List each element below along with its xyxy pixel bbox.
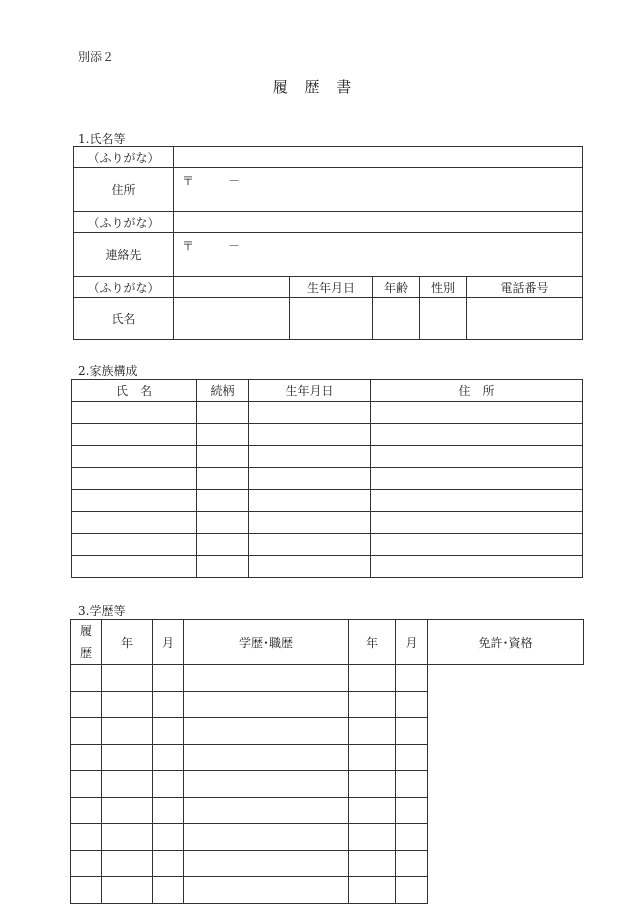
career-history-cell[interactable]	[153, 665, 184, 692]
license-month-cell[interactable]	[349, 797, 396, 824]
phone-header: 電話番号	[467, 277, 583, 298]
license-col-qualification: 免許･資格	[428, 620, 584, 665]
family-row	[72, 468, 583, 490]
career-year-cell[interactable]	[71, 691, 102, 718]
family-dob-cell[interactable]	[249, 556, 371, 578]
family-name-cell[interactable]	[72, 556, 197, 578]
family-relation-cell[interactable]	[197, 512, 249, 534]
family-name-cell[interactable]	[72, 402, 197, 424]
career-history-cell[interactable]	[153, 718, 184, 745]
family-relation-cell[interactable]	[197, 468, 249, 490]
family-dob-cell[interactable]	[249, 512, 371, 534]
career-row	[71, 877, 584, 904]
career-history-cell[interactable]	[153, 691, 184, 718]
license-qualification-cell[interactable]	[396, 691, 428, 718]
family-dob-cell[interactable]	[249, 402, 371, 424]
family-row	[72, 446, 583, 468]
license-month-cell[interactable]	[349, 744, 396, 771]
family-col-name: 氏 名	[72, 380, 197, 402]
career-history-cell[interactable]	[153, 850, 184, 877]
license-year-cell[interactable]	[184, 824, 349, 851]
phone-cell[interactable]	[467, 298, 583, 340]
career-history-cell[interactable]	[153, 877, 184, 904]
family-dob-cell[interactable]	[249, 490, 371, 512]
document-title: 履 歴 書	[272, 78, 358, 96]
career-year-cell[interactable]	[71, 744, 102, 771]
postal-dash: －	[228, 174, 241, 188]
career-row	[71, 771, 584, 798]
postal-mark: 〒	[182, 239, 195, 253]
career-history-cell[interactable]	[153, 797, 184, 824]
annex-label: 別添２	[78, 50, 115, 64]
family-row	[72, 490, 583, 512]
furigana-label: （ふりがな）	[74, 212, 174, 233]
license-year-cell[interactable]	[184, 665, 349, 692]
license-month-cell[interactable]	[349, 877, 396, 904]
career-row	[71, 797, 584, 824]
family-relation-cell[interactable]	[197, 490, 249, 512]
career-month-cell[interactable]	[102, 718, 153, 745]
family-dob-cell[interactable]	[249, 446, 371, 468]
address-label: 住所	[74, 168, 174, 212]
career-month-cell[interactable]	[102, 691, 153, 718]
license-month-cell[interactable]	[349, 691, 396, 718]
section2-heading: 2.家族構成	[78, 364, 138, 378]
family-dob-cell[interactable]	[249, 468, 371, 490]
license-qualification-cell[interactable]	[396, 797, 428, 824]
sex-cell[interactable]	[420, 298, 467, 340]
career-year-cell[interactable]	[71, 797, 102, 824]
family-name-cell[interactable]	[72, 490, 197, 512]
family-row	[72, 512, 583, 534]
family-name-cell[interactable]	[72, 446, 197, 468]
license-month-cell[interactable]	[349, 718, 396, 745]
license-qualification-cell[interactable]	[396, 744, 428, 771]
address-furigana-cell[interactable]	[174, 147, 583, 168]
contact-label: 連絡先	[74, 233, 174, 277]
age-header: 年齢	[373, 277, 420, 298]
license-month-cell[interactable]	[349, 824, 396, 851]
dob-cell[interactable]	[290, 298, 373, 340]
career-month-cell[interactable]	[102, 665, 153, 692]
career-month-cell[interactable]	[102, 824, 153, 851]
career-month-cell[interactable]	[102, 797, 153, 824]
family-relation-cell[interactable]	[197, 402, 249, 424]
career-year-cell[interactable]	[71, 718, 102, 745]
career-history-cell[interactable]	[153, 744, 184, 771]
family-col-relation: 続柄	[197, 380, 249, 402]
license-month-cell[interactable]	[349, 850, 396, 877]
family-address-cell[interactable]	[371, 402, 583, 424]
license-col-year: 年	[349, 620, 396, 665]
family-address-cell[interactable]	[371, 446, 583, 468]
family-table	[71, 379, 583, 578]
career-row	[71, 691, 584, 718]
family-col-address: 住 所	[371, 380, 583, 402]
career-table	[70, 619, 584, 904]
license-year-cell[interactable]	[184, 744, 349, 771]
license-qualification-cell[interactable]	[396, 771, 428, 798]
furigana-label: （ふりがな）	[74, 147, 174, 168]
family-name-cell[interactable]	[72, 468, 197, 490]
name-cell[interactable]	[174, 298, 290, 340]
career-row	[71, 665, 584, 692]
furigana-label: （ふりがな）	[74, 277, 174, 298]
career-row	[71, 824, 584, 851]
sex-header: 性別	[420, 277, 467, 298]
career-row	[71, 718, 584, 745]
contact-furigana-cell[interactable]	[174, 212, 583, 233]
license-year-cell[interactable]	[184, 850, 349, 877]
family-name-cell[interactable]	[72, 512, 197, 534]
career-row	[71, 850, 584, 877]
license-year-cell[interactable]	[184, 771, 349, 798]
family-address-cell[interactable]	[371, 490, 583, 512]
section1-heading: 1.氏名等	[78, 132, 126, 146]
family-relation-cell[interactable]	[197, 556, 249, 578]
license-year-cell[interactable]	[184, 718, 349, 745]
family-row	[72, 402, 583, 424]
family-row	[72, 424, 583, 446]
career-col-history: 学歴･職歴	[184, 620, 349, 665]
career-month-cell[interactable]	[102, 744, 153, 771]
family-relation-cell[interactable]	[197, 446, 249, 468]
family-dob-cell[interactable]	[249, 534, 371, 556]
license-qualification-cell[interactable]	[396, 850, 428, 877]
postal-dash: －	[228, 239, 241, 253]
career-year-cell[interactable]	[71, 665, 102, 692]
career-history-cell[interactable]	[153, 771, 184, 798]
address-cell[interactable]	[174, 168, 583, 212]
family-name-cell[interactable]	[72, 534, 197, 556]
family-address-cell[interactable]	[371, 512, 583, 534]
contact-cell[interactable]	[174, 233, 583, 277]
family-dob-cell[interactable]	[249, 424, 371, 446]
family-relation-cell[interactable]	[197, 424, 249, 446]
family-col-dob: 生年月日	[249, 380, 371, 402]
career-month-cell[interactable]	[102, 771, 153, 798]
career-history-cell[interactable]	[153, 824, 184, 851]
license-month-cell[interactable]	[349, 665, 396, 692]
career-month-cell[interactable]	[102, 877, 153, 904]
career-year-cell[interactable]	[71, 877, 102, 904]
age-cell[interactable]	[373, 298, 420, 340]
name-label: 氏名	[74, 298, 174, 340]
license-year-cell[interactable]	[184, 691, 349, 718]
family-address-cell[interactable]	[371, 424, 583, 446]
license-qualification-cell[interactable]	[396, 824, 428, 851]
family-row	[72, 556, 583, 578]
career-year-cell[interactable]	[71, 771, 102, 798]
personal-info-table	[73, 146, 583, 340]
family-address-cell[interactable]	[371, 556, 583, 578]
section3-heading: 3.学歴等	[78, 604, 126, 618]
career-year-cell[interactable]	[71, 850, 102, 877]
career-col-year: 年	[102, 620, 153, 665]
family-address-cell[interactable]	[371, 468, 583, 490]
rireki-label: 履 歴	[71, 620, 102, 665]
family-row	[72, 534, 583, 556]
family-name-cell[interactable]	[72, 424, 197, 446]
career-row	[71, 744, 584, 771]
career-year-cell[interactable]	[71, 824, 102, 851]
license-month-cell[interactable]	[349, 771, 396, 798]
career-month-cell[interactable]	[102, 850, 153, 877]
family-address-cell[interactable]	[371, 534, 583, 556]
license-qualification-cell[interactable]	[396, 877, 428, 904]
license-col-month: 月	[396, 620, 428, 665]
family-relation-cell[interactable]	[197, 534, 249, 556]
license-year-cell[interactable]	[184, 797, 349, 824]
postal-mark: 〒	[182, 174, 195, 188]
license-qualification-cell[interactable]	[396, 665, 428, 692]
name-furigana-cell[interactable]	[174, 277, 290, 298]
license-qualification-cell[interactable]	[396, 718, 428, 745]
license-year-cell[interactable]	[184, 877, 349, 904]
career-col-month: 月	[153, 620, 184, 665]
dob-header: 生年月日	[290, 277, 373, 298]
